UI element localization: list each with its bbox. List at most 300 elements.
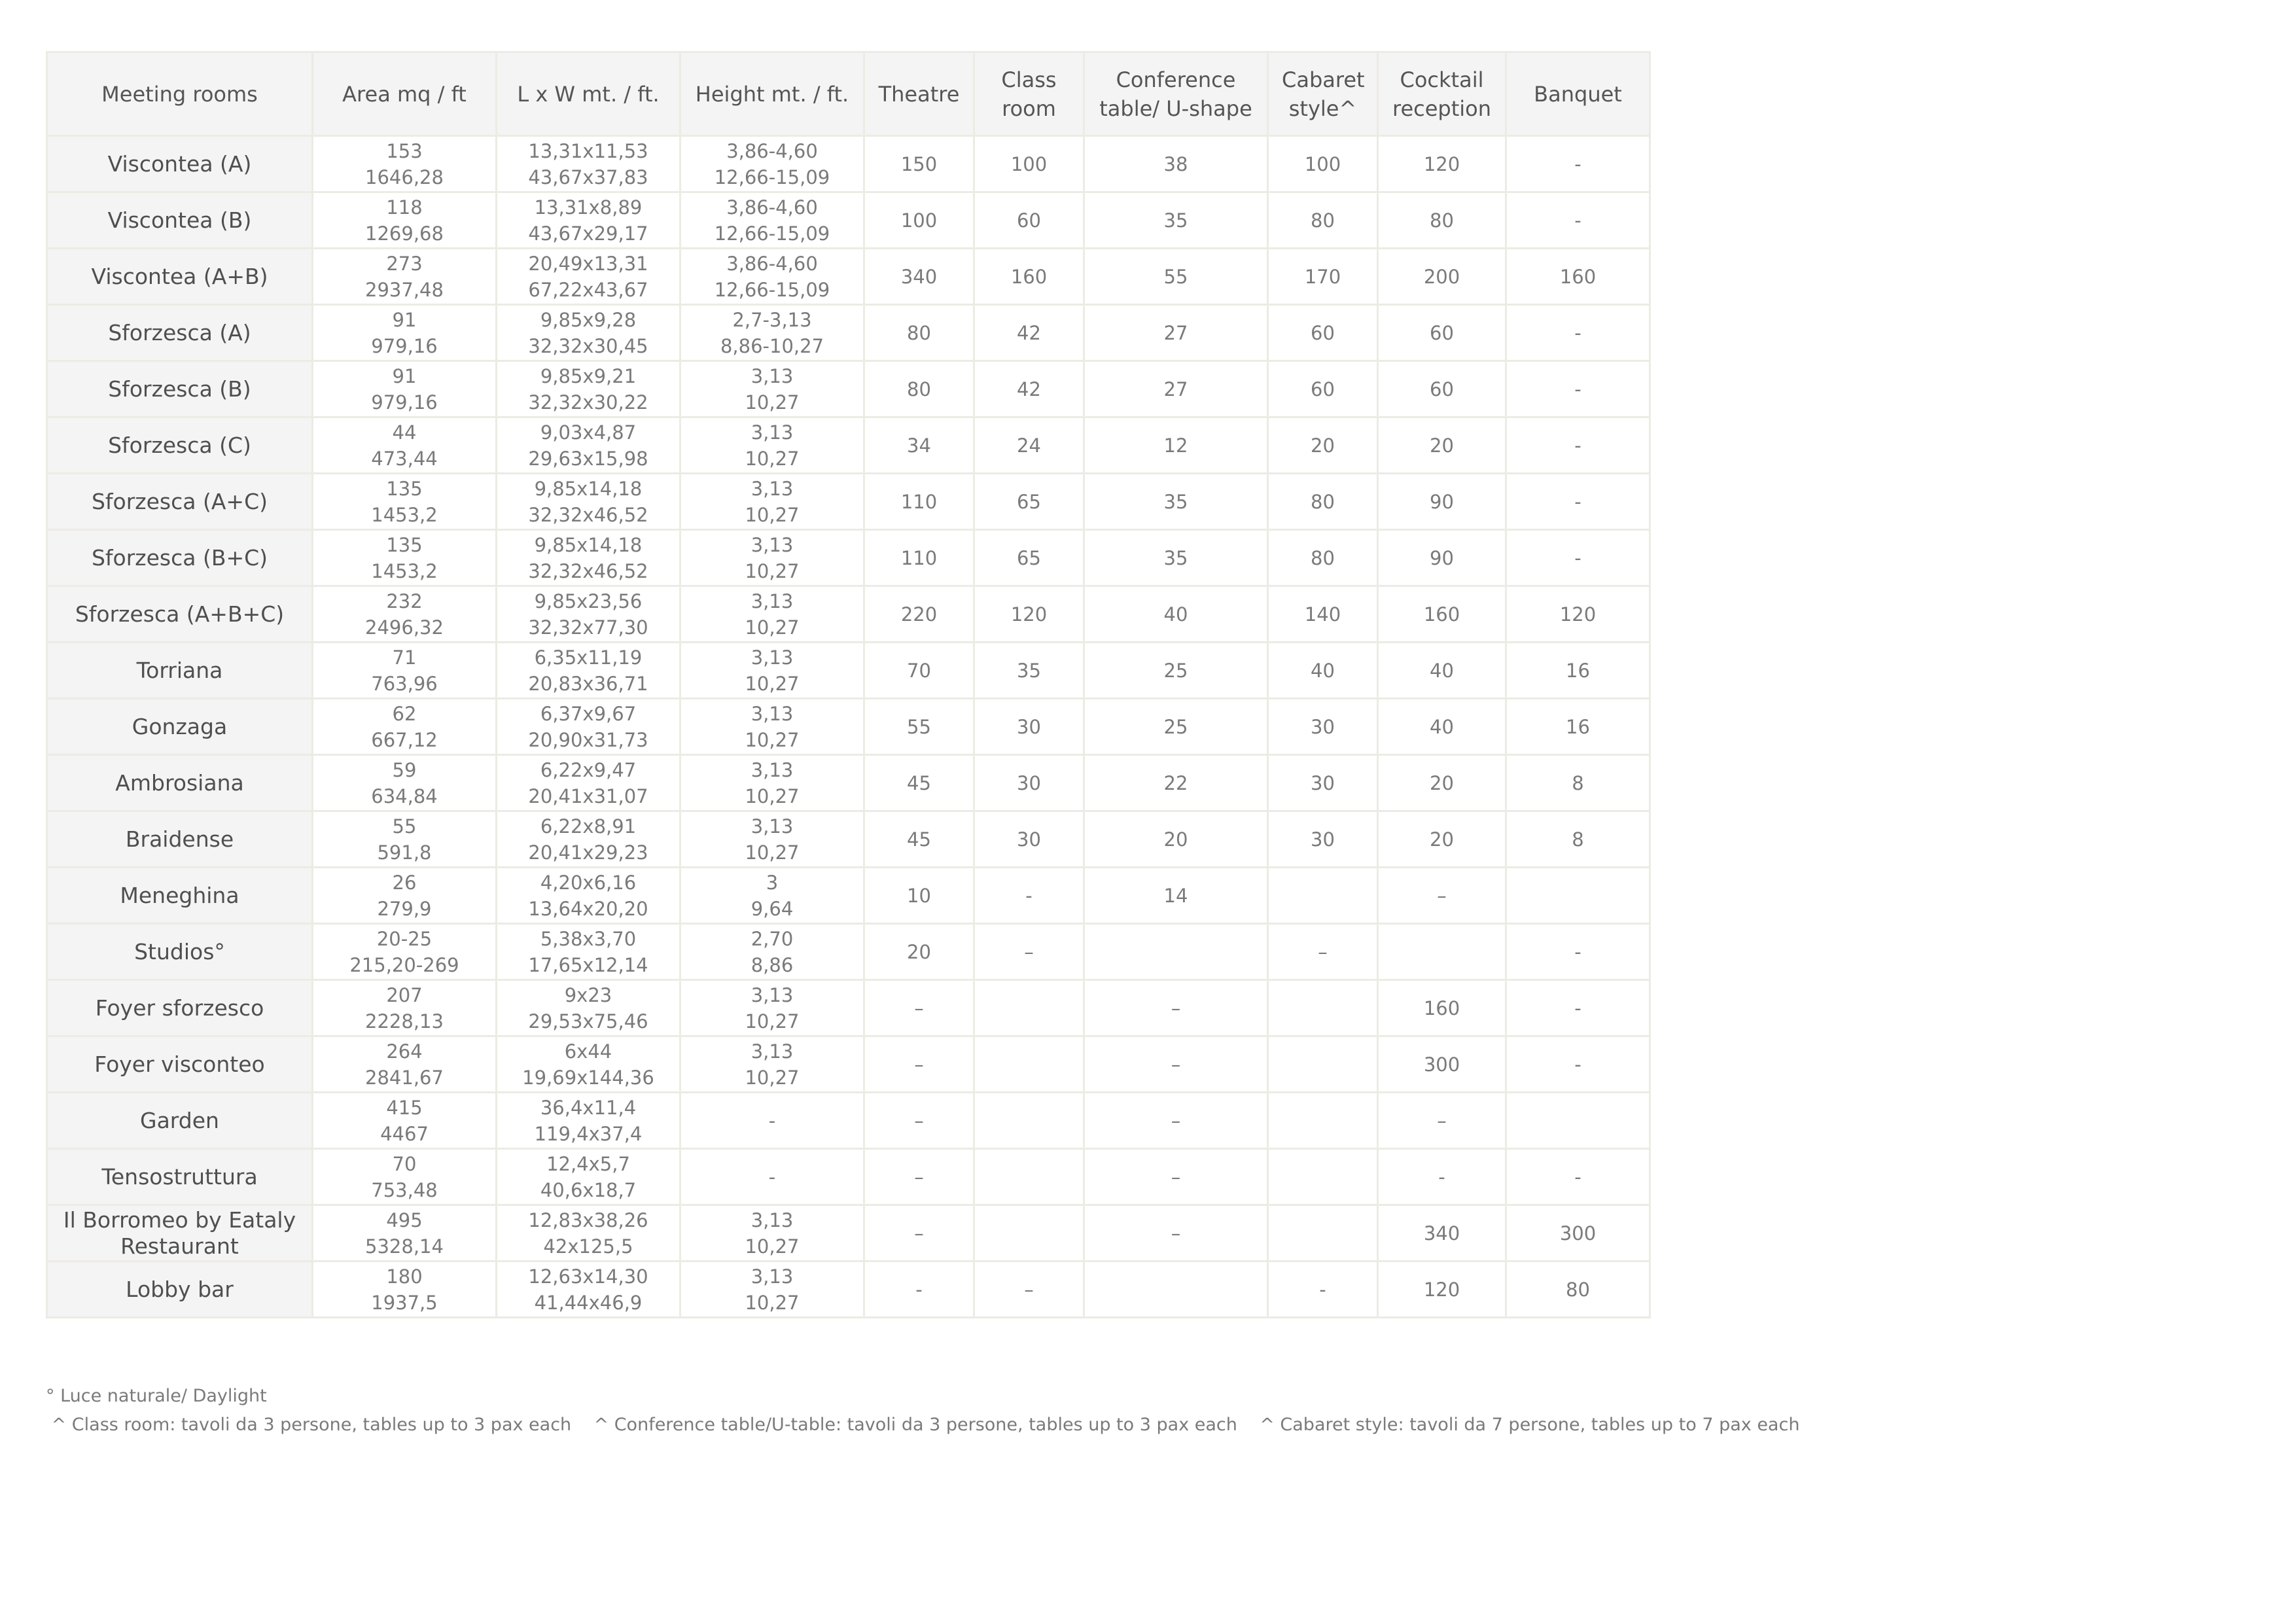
area-line: 135	[386, 533, 423, 556]
height-line: 3,13	[751, 1209, 794, 1231]
conference-table-cell	[1084, 192, 1268, 249]
dimensions-line: 32,32x77,30	[528, 616, 648, 639]
height-cell	[680, 1093, 864, 1149]
dimensions-cell	[497, 1262, 680, 1318]
conference-table-line: 27	[1163, 321, 1188, 344]
conference-table-cell	[1084, 924, 1268, 980]
banquet-line: -	[1574, 209, 1581, 232]
theatre-cell	[864, 305, 974, 361]
conference-table-cell	[1084, 699, 1268, 755]
height-line: 3,13	[751, 364, 794, 387]
header-cocktail-reception: Cocktail reception	[1378, 52, 1506, 136]
cabaret-style-cell	[1268, 417, 1378, 474]
room-name-line: Torriana	[136, 657, 223, 683]
class-room-line: 35	[1017, 659, 1041, 682]
class-room-cell	[974, 811, 1084, 868]
dimensions-line: 67,22x43,67	[528, 278, 648, 301]
area-cell	[313, 249, 497, 305]
area-line: 55	[392, 815, 417, 838]
table-row	[47, 924, 1650, 980]
dimensions-line: 6,35x11,19	[534, 646, 643, 669]
table-row	[47, 1149, 1650, 1205]
height-line: 8,86-10,27	[720, 334, 824, 357]
dimensions-cell	[497, 643, 680, 699]
banquet-line: -	[1574, 997, 1581, 1019]
cocktail-reception-line: 80	[1430, 209, 1454, 232]
room-name-line: Sforzesca (B+C)	[91, 544, 268, 571]
cocktail-reception-cell	[1378, 586, 1506, 643]
room-name-cell	[47, 699, 313, 755]
conference-table-cell	[1084, 586, 1268, 643]
cabaret-style-cell	[1268, 755, 1378, 811]
area-line: 1453,2	[371, 503, 438, 526]
theatre-line: 70	[907, 659, 931, 682]
cabaret-style-cell	[1268, 530, 1378, 586]
theatre-line: 110	[900, 490, 938, 513]
banquet-line: 120	[1559, 603, 1597, 626]
dimensions-line: 29,53x75,46	[528, 1010, 648, 1033]
dimensions-line: 9,85x9,21	[540, 364, 637, 387]
theatre-cell	[864, 868, 974, 924]
conference-table-line: 20	[1163, 828, 1188, 851]
conference-table-line: –	[1171, 1053, 1181, 1076]
area-line: 232	[386, 590, 423, 612]
table-row	[47, 192, 1650, 249]
room-name-line: Il Borromeo by Eataly	[63, 1207, 296, 1233]
area-line: 634,84	[371, 785, 438, 807]
class-room-cell	[974, 1036, 1084, 1093]
dimensions-line: 9,85x23,56	[534, 590, 643, 612]
dimensions-cell	[497, 305, 680, 361]
banquet-line: 80	[1566, 1278, 1590, 1301]
theatre-line: -	[915, 1278, 923, 1301]
theatre-cell	[864, 417, 974, 474]
table-row	[47, 586, 1650, 643]
conference-table-cell	[1084, 1036, 1268, 1093]
dimensions-cell	[497, 755, 680, 811]
cabaret-style-cell	[1268, 192, 1378, 249]
conference-table-cell	[1084, 1205, 1268, 1262]
height-line: 10,27	[745, 447, 800, 470]
theatre-cell	[864, 249, 974, 305]
room-name-line: Viscontea (B)	[107, 207, 252, 233]
table-row	[47, 811, 1650, 868]
room-name-line: Ambrosiana	[115, 769, 244, 796]
room-name-cell	[47, 643, 313, 699]
table-row	[47, 868, 1650, 924]
cocktail-reception-cell	[1378, 1205, 1506, 1262]
height-cell	[680, 811, 864, 868]
cabaret-style-line: 30	[1311, 828, 1335, 851]
footnotes	[46, 1382, 1878, 1439]
room-name-cell	[47, 136, 313, 192]
area-cell	[313, 1262, 497, 1318]
dimensions-cell	[497, 980, 680, 1036]
area-line: 180	[386, 1265, 423, 1288]
room-name-line: Meneghina	[120, 882, 239, 908]
area-cell	[313, 868, 497, 924]
cabaret-style-cell	[1268, 924, 1378, 980]
banquet-line: 8	[1572, 828, 1584, 851]
room-name-cell	[47, 1205, 313, 1262]
theatre-cell	[864, 1093, 974, 1149]
height-cell	[680, 1205, 864, 1262]
class-room-cell	[974, 1093, 1084, 1149]
cocktail-reception-cell	[1378, 924, 1506, 980]
conference-table-line: 25	[1163, 715, 1188, 738]
height-line: 10,27	[745, 728, 800, 751]
height-line: 12,66-15,09	[714, 166, 830, 188]
area-line: 70	[392, 1152, 417, 1175]
banquet-cell	[1506, 980, 1650, 1036]
room-name-cell	[47, 1036, 313, 1093]
height-line: 10,27	[745, 1235, 800, 1258]
conference-table-line: 27	[1163, 378, 1188, 400]
table-row	[47, 980, 1650, 1036]
conference-table-line: –	[1171, 1222, 1181, 1244]
area-line: 59	[392, 758, 417, 781]
area-line: 153	[386, 139, 423, 162]
height-line: 10,27	[745, 672, 800, 695]
banquet-cell	[1506, 586, 1650, 643]
area-cell	[313, 305, 497, 361]
meeting-rooms-table	[46, 51, 1651, 1318]
room-name-line: Viscontea (A+B)	[91, 263, 268, 289]
conference-table-cell	[1084, 136, 1268, 192]
table-body	[47, 136, 1650, 1318]
dimensions-line: 12,4x5,7	[546, 1152, 630, 1175]
banquet-cell	[1506, 249, 1650, 305]
class-room-line: 30	[1017, 828, 1041, 851]
dimensions-line: 9,03x4,87	[540, 421, 637, 444]
cocktail-reception-cell	[1378, 980, 1506, 1036]
class-room-cell	[974, 755, 1084, 811]
room-name-cell	[47, 192, 313, 249]
table-row	[47, 530, 1650, 586]
cabaret-style-line: 170	[1304, 265, 1341, 288]
height-line: 3,13	[751, 1040, 794, 1063]
theatre-line: 150	[900, 152, 938, 175]
class-room-cell	[974, 699, 1084, 755]
conference-table-line: 40	[1163, 603, 1188, 626]
area-line: 415	[386, 1096, 423, 1119]
room-name-cell	[47, 811, 313, 868]
class-room-cell	[974, 192, 1084, 249]
banquet-line: -	[1574, 546, 1581, 569]
conference-table-line: –	[1171, 1165, 1181, 1188]
cocktail-reception-cell	[1378, 1093, 1506, 1149]
cocktail-reception-cell	[1378, 530, 1506, 586]
conference-table-cell	[1084, 361, 1268, 417]
height-line: 2,7-3,13	[732, 308, 812, 331]
theatre-line: –	[914, 1053, 924, 1076]
header-row	[47, 52, 1650, 136]
area-line: 495	[386, 1209, 423, 1231]
height-cell	[680, 305, 864, 361]
cabaret-style-cell	[1268, 361, 1378, 417]
area-line: 207	[386, 983, 423, 1006]
theatre-cell	[864, 924, 974, 980]
height-cell	[680, 643, 864, 699]
cabaret-style-cell	[1268, 1205, 1378, 1262]
cabaret-style-line: 60	[1311, 378, 1335, 400]
height-line: 12,66-15,09	[714, 278, 830, 301]
cocktail-reception-line: 20	[1430, 771, 1454, 794]
class-room-line: 42	[1017, 321, 1041, 344]
area-line: 118	[386, 196, 423, 219]
area-cell	[313, 1093, 497, 1149]
room-name-line: Lobby bar	[126, 1276, 234, 1302]
area-line: 2228,13	[365, 1010, 444, 1033]
room-name-cell	[47, 924, 313, 980]
cabaret-style-line: 60	[1311, 321, 1335, 344]
cabaret-style-line: 100	[1304, 152, 1341, 175]
dimensions-cell	[497, 136, 680, 192]
header-theatre: Theatre	[864, 52, 974, 136]
cabaret-style-cell	[1268, 1036, 1378, 1093]
height-line: 3,86-4,60	[726, 252, 818, 275]
area-line: 591,8	[377, 841, 432, 864]
height-cell	[680, 586, 864, 643]
cocktail-reception-cell	[1378, 417, 1506, 474]
theatre-cell	[864, 586, 974, 643]
height-line: 3,13	[751, 646, 794, 669]
theatre-line: –	[914, 1165, 924, 1188]
banquet-cell	[1506, 1093, 1650, 1149]
room-name-line: Gonzaga	[132, 713, 228, 739]
dimensions-line: 9,85x9,28	[540, 308, 637, 331]
area-cell	[313, 755, 497, 811]
cabaret-style-cell	[1268, 1149, 1378, 1205]
conference-table-cell	[1084, 530, 1268, 586]
height-cell	[680, 755, 864, 811]
conference-table-cell	[1084, 305, 1268, 361]
area-cell	[313, 643, 497, 699]
dimensions-line: 32,32x30,45	[528, 334, 648, 357]
cocktail-reception-line: 340	[1423, 1222, 1460, 1244]
banquet-cell	[1506, 811, 1650, 868]
theatre-cell	[864, 811, 974, 868]
area-line: 667,12	[371, 728, 438, 751]
height-line: 3,86-4,60	[726, 196, 818, 219]
cocktail-reception-cell	[1378, 474, 1506, 530]
cocktail-reception-line: 20	[1430, 828, 1454, 851]
cabaret-style-cell	[1268, 586, 1378, 643]
header-class-room: Class room	[974, 52, 1084, 136]
theatre-cell	[864, 755, 974, 811]
class-room-line: 65	[1017, 490, 1041, 513]
cabaret-style-cell	[1268, 699, 1378, 755]
dimensions-line: 4,20x6,16	[540, 871, 637, 894]
banquet-cell	[1506, 1149, 1650, 1205]
room-name-cell	[47, 980, 313, 1036]
dimensions-line: 9x23	[564, 983, 612, 1006]
dimensions-cell	[497, 586, 680, 643]
room-name-cell	[47, 361, 313, 417]
height-line: 3,13	[751, 533, 794, 556]
table-row	[47, 249, 1650, 305]
theatre-cell	[864, 474, 974, 530]
dimensions-line: 29,63x15,98	[528, 447, 648, 470]
area-line: 979,16	[371, 334, 438, 357]
area-line: 5328,14	[365, 1235, 444, 1258]
banquet-line: 16	[1566, 659, 1590, 682]
header-dimensions: L x W mt. / ft.	[497, 52, 680, 136]
dimensions-cell	[497, 868, 680, 924]
dimensions-line: 19,69x144,36	[522, 1066, 654, 1089]
cocktail-reception-line: 200	[1423, 265, 1460, 288]
area-cell	[313, 417, 497, 474]
height-line: 3,13	[751, 815, 794, 838]
class-room-cell	[974, 586, 1084, 643]
height-line: 3,13	[751, 421, 794, 444]
theatre-line: 45	[907, 828, 931, 851]
banquet-line: 8	[1572, 771, 1584, 794]
header-area: Area mq / ft	[313, 52, 497, 136]
conference-table-line: 25	[1163, 659, 1188, 682]
dimensions-line: 32,32x46,52	[528, 503, 648, 526]
class-room-line: -	[1025, 884, 1033, 907]
cocktail-reception-line: –	[1437, 884, 1447, 907]
area-cell	[313, 1149, 497, 1205]
cabaret-style-line: 30	[1311, 715, 1335, 738]
dimensions-line: 119,4x37,4	[534, 1122, 643, 1145]
class-room-cell	[974, 1205, 1084, 1262]
table-row	[47, 699, 1650, 755]
theatre-cell	[864, 699, 974, 755]
area-line: 264	[386, 1040, 423, 1063]
dimensions-line: 6,22x9,47	[540, 758, 637, 781]
dimensions-line: 12,83x38,26	[528, 1209, 648, 1231]
header-conference-table: Conference table/ U-shape	[1084, 52, 1268, 136]
conference-table-line: 22	[1163, 771, 1188, 794]
theatre-line: –	[914, 1109, 924, 1132]
height-line: 2,70	[751, 927, 794, 950]
height-line: -	[768, 1109, 776, 1132]
room-name-cell	[47, 249, 313, 305]
class-room-line: 30	[1017, 715, 1041, 738]
dimensions-line: 20,41x29,23	[528, 841, 648, 864]
cabaret-style-line: 140	[1304, 603, 1341, 626]
theatre-line: 340	[900, 265, 938, 288]
table-row	[47, 1036, 1650, 1093]
dimensions-line: 42x125,5	[543, 1235, 633, 1258]
height-line: 8,86	[751, 953, 794, 976]
theatre-cell	[864, 1262, 974, 1318]
cocktail-reception-cell	[1378, 811, 1506, 868]
class-room-line: –	[1024, 1278, 1034, 1301]
table-row	[47, 1205, 1650, 1262]
cocktail-reception-cell	[1378, 699, 1506, 755]
conference-table-line: 12	[1163, 434, 1188, 457]
table-row	[47, 1093, 1650, 1149]
banquet-cell	[1506, 924, 1650, 980]
dimensions-cell	[497, 192, 680, 249]
dimensions-line: 6,22x8,91	[540, 815, 637, 838]
dimensions-line: 6x44	[564, 1040, 612, 1063]
dimensions-line: 20,90x31,73	[528, 728, 648, 751]
banquet-cell	[1506, 417, 1650, 474]
class-room-line: 60	[1017, 209, 1041, 232]
banquet-line: -	[1574, 1165, 1581, 1188]
cocktail-reception-line: 60	[1430, 378, 1454, 400]
dimensions-cell	[497, 1036, 680, 1093]
conference-table-line: 35	[1163, 546, 1188, 569]
class-room-line: 160	[1010, 265, 1048, 288]
dimensions-line: 13,31x11,53	[528, 139, 648, 162]
cabaret-style-line: 40	[1311, 659, 1335, 682]
cocktail-reception-line: 90	[1430, 546, 1454, 569]
class-room-line: –	[1024, 940, 1034, 963]
room-name-cell	[47, 1093, 313, 1149]
banquet-cell	[1506, 1036, 1650, 1093]
banquet-line: 160	[1559, 265, 1597, 288]
cocktail-reception-line: –	[1437, 1109, 1447, 1132]
banquet-cell	[1506, 868, 1650, 924]
dimensions-cell	[497, 249, 680, 305]
area-line: 1646,28	[365, 166, 444, 188]
area-line: 279,9	[377, 897, 432, 920]
area-line: 135	[386, 477, 423, 500]
banquet-cell	[1506, 755, 1650, 811]
area-line: 273	[386, 252, 423, 275]
cabaret-style-cell	[1268, 305, 1378, 361]
height-line: 3,13	[751, 477, 794, 500]
area-line: 71	[392, 646, 417, 669]
banquet-line: -	[1574, 1053, 1581, 1076]
conference-table-line: 55	[1163, 265, 1188, 288]
banquet-cell	[1506, 1262, 1650, 1318]
height-cell	[680, 249, 864, 305]
banquet-cell	[1506, 699, 1650, 755]
cabaret-style-cell	[1268, 1093, 1378, 1149]
banquet-cell	[1506, 136, 1650, 192]
banquet-line: -	[1574, 152, 1581, 175]
area-line: 753,48	[371, 1178, 438, 1201]
area-line: 91	[392, 308, 417, 331]
cocktail-reception-line: 160	[1423, 997, 1460, 1019]
height-line: 3,13	[751, 1265, 794, 1288]
theatre-line: 20	[907, 940, 931, 963]
theatre-cell	[864, 192, 974, 249]
room-name-cell	[47, 1262, 313, 1318]
header-height: Height mt. / ft.	[680, 52, 864, 136]
theatre-line: 110	[900, 546, 938, 569]
area-cell	[313, 811, 497, 868]
cabaret-style-cell	[1268, 643, 1378, 699]
area-cell	[313, 980, 497, 1036]
height-line: 9,64	[751, 897, 794, 920]
room-name-line: Viscontea (A)	[107, 150, 252, 177]
class-room-line: 100	[1010, 152, 1048, 175]
area-line: 2841,67	[365, 1066, 444, 1089]
area-line: 763,96	[371, 672, 438, 695]
class-room-line: 42	[1017, 378, 1041, 400]
cocktail-reception-cell	[1378, 755, 1506, 811]
class-room-cell	[974, 530, 1084, 586]
height-line: 10,27	[745, 616, 800, 639]
table-header	[47, 52, 1650, 136]
dimensions-line: 40,6x18,7	[540, 1178, 637, 1201]
room-name-line: Foyer sforzesco	[95, 995, 264, 1021]
room-name-cell	[47, 474, 313, 530]
area-line: 215,20-269	[349, 953, 459, 976]
class-room-cell	[974, 1149, 1084, 1205]
conference-table-cell	[1084, 1093, 1268, 1149]
area-line: 2496,32	[365, 616, 444, 639]
conference-table-line: –	[1171, 1109, 1181, 1132]
room-name-cell	[47, 586, 313, 643]
